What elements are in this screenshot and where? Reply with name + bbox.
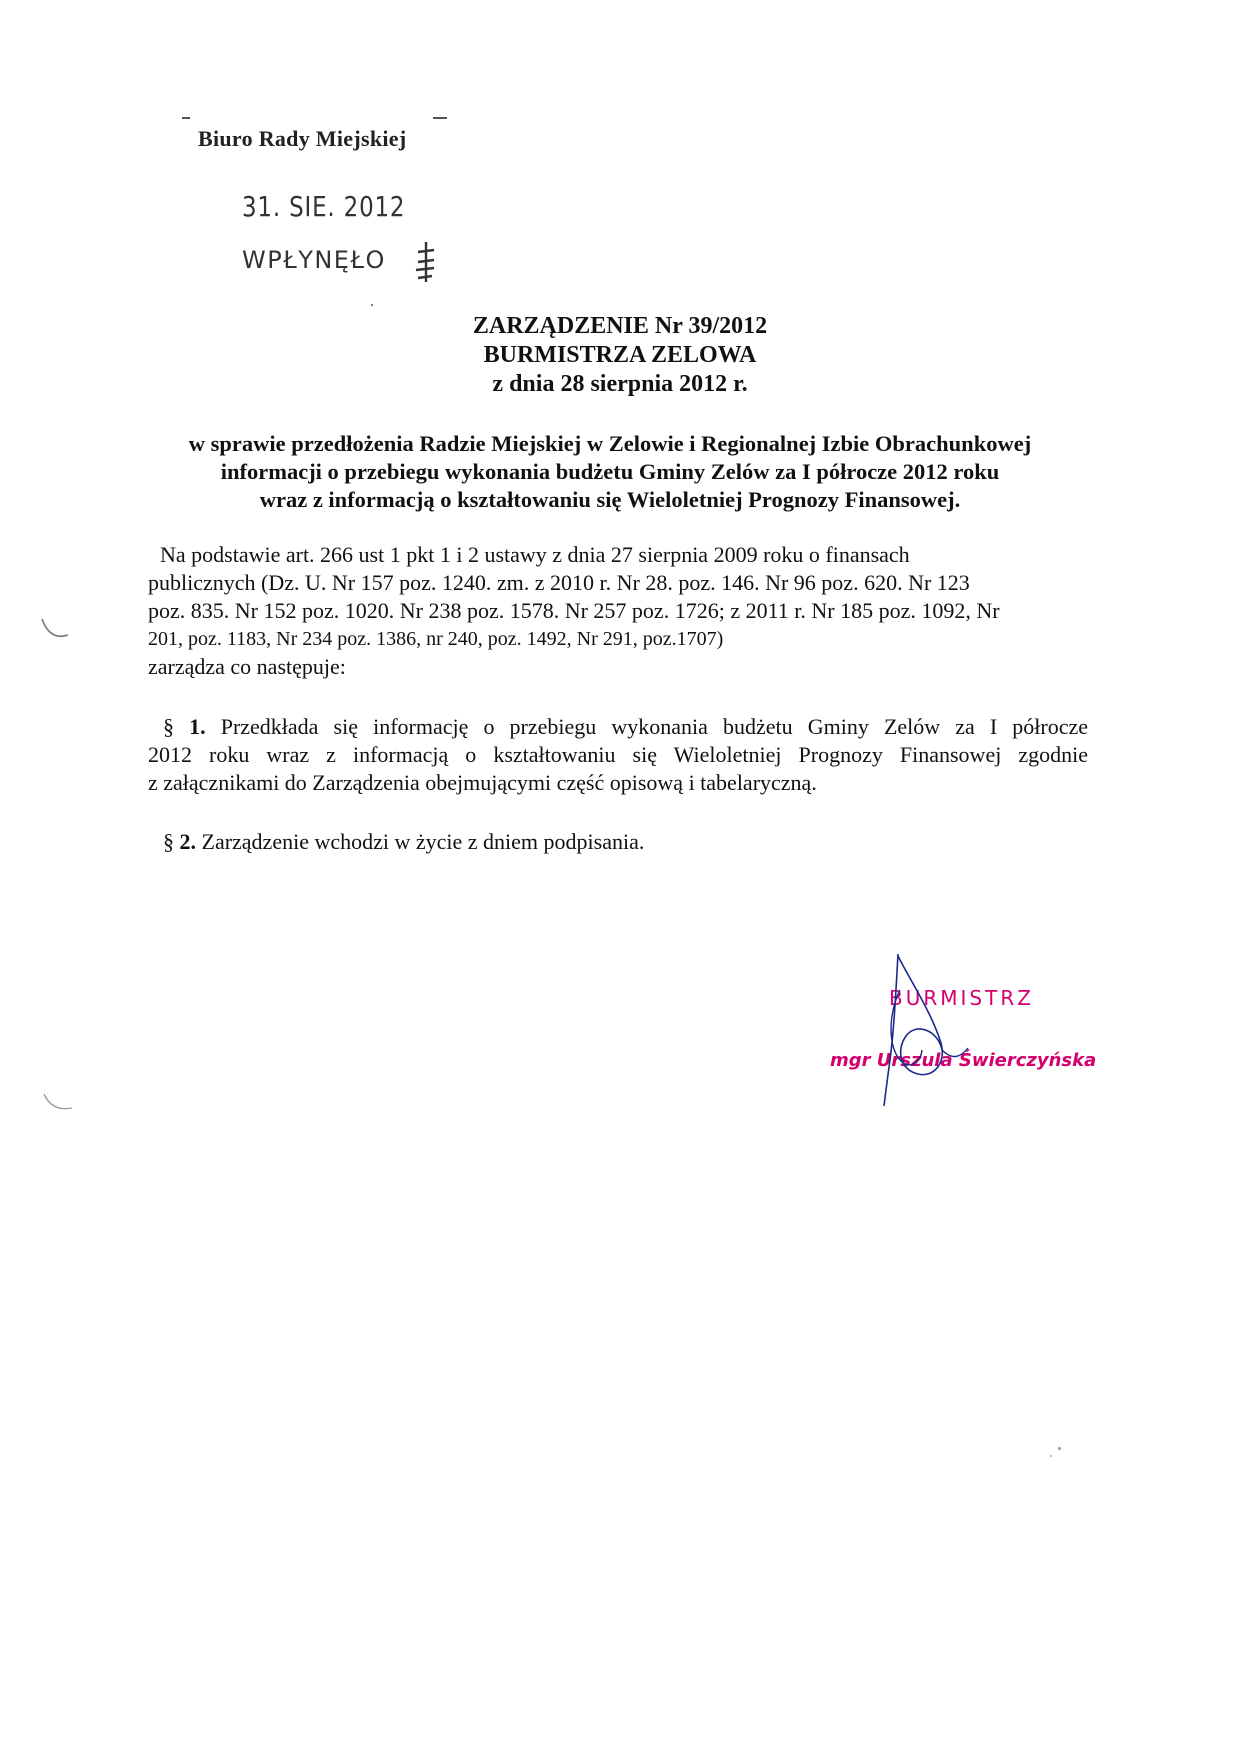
scan-speck (1058, 1447, 1061, 1450)
registration-number-scribble (410, 238, 440, 288)
scan-speck (182, 117, 190, 119)
scan-speck (371, 304, 373, 306)
legal-basis-line: poz. 835. Nr 152 poz. 1020. Nr 238 poz. 1578. Nr 257 poz. 1726; z 2011 r. Nr 185 poz. 1092, Nr (148, 598, 1000, 623)
receipt-stamp-status: WPŁYNĘŁO (242, 246, 386, 274)
legal-basis-line: publicznych (Dz. U. Nr 157 poz. 1240. zm. z 2010 r. Nr 28. poz. 146. Nr 96 poz. 620. Nr 123 (148, 570, 970, 595)
legal-basis-line: Na podstawie art. 266 ust 1 pkt 1 i 2 ustawy z dnia 27 sierpnia 2009 roku o finansach (160, 542, 910, 567)
handwritten-signature (860, 950, 1000, 1120)
scan-speck (1050, 1455, 1052, 1457)
section-text: Zarządzenie wchodzi w życie z dniem podpisania. (201, 829, 645, 854)
ordinance-subject (130, 430, 1090, 514)
legal-basis (148, 541, 1093, 681)
ordinance-issuer: BURMISTRZA ZELOWA (483, 342, 757, 368)
receipt-stamp-date: 31. SIE. 2012 (242, 190, 406, 223)
section-text-line: z załącznikami do Zarządzenia obejmującymi część opisową i tabelaryczną. (148, 770, 817, 795)
section-1 (148, 713, 1088, 797)
signature-stamp-name: mgr Urszula Świerczyńska (830, 1050, 1097, 1071)
punch-hole-mark (38, 615, 78, 645)
section-1-first-line (148, 713, 1088, 741)
subject-line: wraz z informacją o kształtowaniu się Wieloletniej Prognozy Finansowej. (259, 487, 961, 512)
section-2 (148, 828, 1093, 856)
section-number: 2. (179, 829, 196, 854)
signature-stamp-title: BURMISTRZ (889, 986, 1034, 1010)
stamp-dash (433, 117, 447, 119)
punch-hole-mark (40, 1090, 80, 1120)
section-2-line (148, 828, 1093, 856)
section-symbol: § (163, 714, 174, 739)
ordinance-title: ZARZĄDZENIE Nr 39/2012 (472, 313, 768, 339)
section-number: 1. (189, 714, 206, 739)
section-text: Przedkłada się informację o przebiegu wykonania budżetu Gminy Zelów za I półrocze (220, 714, 1089, 739)
subject-line: w sprawie przedłożenia Radzie Miejskiej w Zelowie i Regionalnej Izbie Obrachunkowej (188, 431, 1032, 456)
section-text-line: 2012 roku wraz z informacją o kształtowaniu się Wieloletniej Prognozy Finansowej zgodnie (148, 742, 1088, 767)
ordinance-date: z dnia 28 sierpnia 2012 r. (492, 371, 748, 397)
subject-line: informacji o przebiegu wykonania budżetu Gminy Zelów za I półrocze 2012 roku (220, 459, 1000, 484)
section-symbol: § (163, 829, 174, 854)
receipt-stamp-office: Biuro Rady Miejskiej (198, 126, 407, 151)
legal-basis-line: zarządza co następuje: (148, 654, 346, 679)
legal-basis-line: 201, poz. 1183, Nr 234 poz. 1386, nr 240, poz. 1492, Nr 291, poz.1707) (148, 628, 724, 650)
